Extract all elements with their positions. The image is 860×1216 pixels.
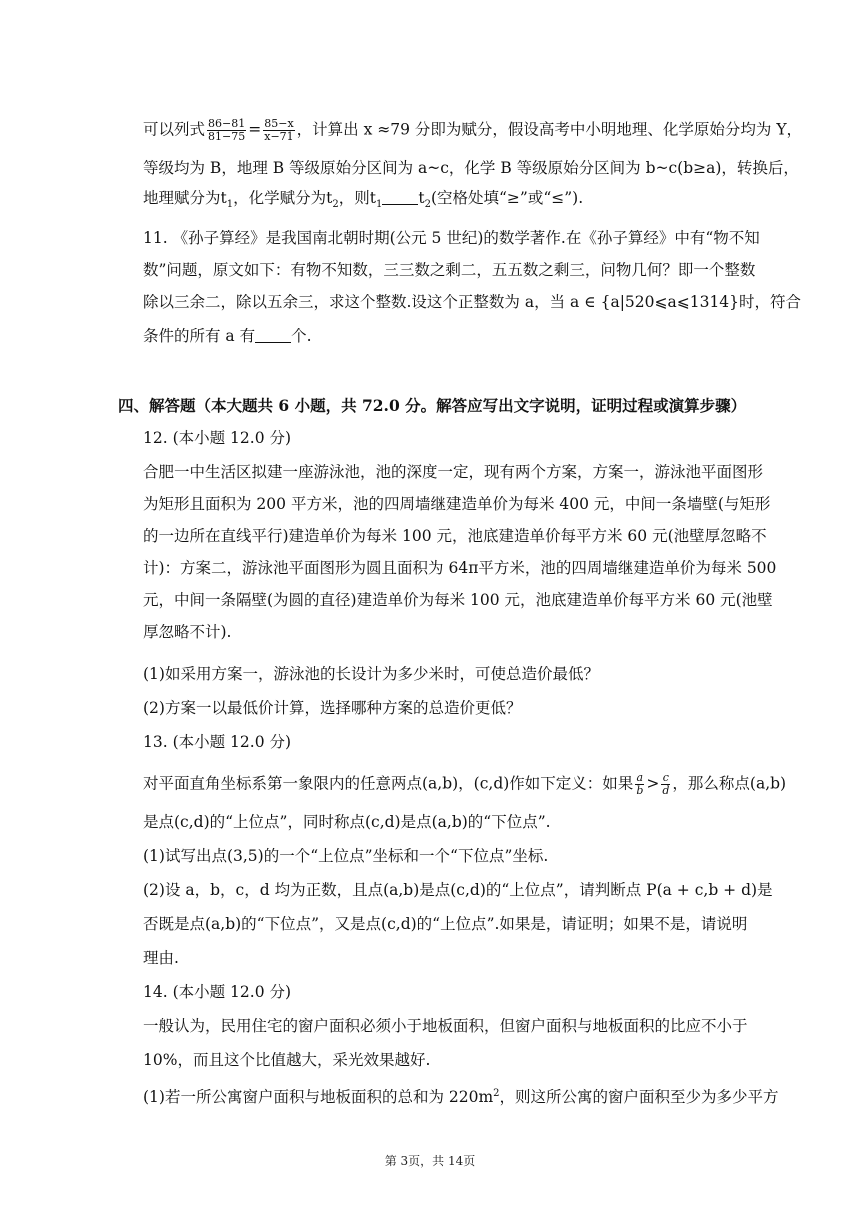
q13-part-1: (1)试写出点(3,5)的一个“上位点”坐标和一个“下位点”坐标.	[143, 847, 549, 865]
q13-part-2-line-2: 否既是点(a,b)的“下位点”，又是点(c,d)的“上位点”.如果是，请证明；如果不是，请说明	[143, 915, 748, 933]
answer-blank[interactable]	[255, 328, 291, 343]
subscript: 2	[424, 199, 431, 211]
q14-line-1: 一般认为，民用住宅的窗户面积必须小于地板面积，但窗户面积与地板面积的比应不小于	[143, 1017, 748, 1035]
fraction-numerator: a	[636, 771, 644, 784]
answer-blank[interactable]	[382, 190, 418, 205]
page-footer: 第 3页，共 14页	[384, 1154, 476, 1168]
fraction	[661, 772, 670, 797]
subscript: 2	[332, 199, 339, 211]
text: 地理赋分为t	[143, 189, 227, 207]
text: ，那么称点(a,b)	[672, 774, 787, 793]
q13-line-2: 是点(c,d)的“上位点”，同时称点(c,d)是点(a,b)的“下位点”.	[143, 813, 551, 831]
q12-line-5: 元，中间一条隔壁(为圆的直径)建造单价为每米 100 元，池底建造单价每平方米 60 元(池壁	[143, 591, 773, 609]
q12-line-3: 的一边所在直线平行)建造单价为每米 100 元，池底建造单价每平方米 60 元(池壁厚忽略不	[143, 527, 767, 545]
q12-part-2: (2)方案一以最低价计算，选择哪种方案的总造价更低？	[143, 699, 522, 717]
text: ，计算出 x ≈79 分即为赋分，假设高考中小明地理、化学原始分均为 Y，	[296, 120, 803, 139]
q13-part-2-line-1: (2)设 a，b，c，d 均为正数，且点(a,b)是点(c,d)的“上位点”，请判断点 P(a + c,b + d)是	[143, 881, 773, 899]
prev-problem-line-1	[143, 117, 803, 143]
q12-header: 12. (本小题 12.0 分)	[143, 429, 292, 447]
greater-than-sign: >	[646, 774, 660, 793]
text: ，则t	[338, 189, 376, 207]
fraction	[263, 118, 294, 143]
text: (1)若一所公寓窗户面积与地板面积的总和为 220m	[143, 1088, 494, 1107]
equals-sign: =	[248, 120, 262, 139]
q12-line-4: 计)：方案二，游泳池平面图形为圆且面积为 64π平方米，池的四周墙继建造单价为每米 500	[143, 559, 777, 577]
text: 可以列式	[143, 120, 206, 139]
text: 条件的所有 a 有	[143, 327, 256, 345]
fraction-denominator: d	[662, 784, 670, 797]
q11-line-2: 数”问题，原文如下：有物不知数，三三数之剩二，五五数之剩三，问物几何？即一个整数	[143, 261, 756, 279]
fraction-denominator: 81−75	[208, 130, 246, 143]
q14-part-1	[143, 1084, 779, 1107]
section-title: 四、解答题（本大题共 6 小题，共 72.0 分。解答应写出文字说明，证明过程或演算步骤）	[118, 396, 747, 415]
subscript: 1	[226, 199, 234, 211]
fraction-numerator: 86−81	[208, 117, 246, 130]
q13-header: 13. (本小题 12.0 分)	[143, 733, 292, 751]
fraction-numerator: c	[662, 771, 669, 784]
q12-line-1: 合肥一中生活区拟建一座游泳池，池的深度一定，现有两个方案，方案一，游泳池平面图形	[143, 463, 764, 481]
q12-line-6: 厚忽略不计).	[143, 623, 232, 641]
q11-line-1: 11. 《孙子算经》是我国南北朝时期(公元 5 世纪)的数学著作.在《孙子算经》中有“物不知	[143, 229, 760, 247]
prev-problem-line-3	[143, 188, 763, 215]
subscript: 1	[375, 199, 383, 211]
q12-line-2: 为矩形且面积为 200 平方米，池的四周墙继建造单价为每米 400 元，中间一条墙壁(与矩形	[143, 495, 771, 513]
text: 对平面直角坐标系第一象限内的任意两点(a,b)，(c,d)作如下定义：如果	[143, 774, 634, 793]
q12-part-1: (1)如采用方案一，游泳池的长设计为多少米时，可使总造价最低？	[143, 665, 599, 683]
q14-line-2: 10%，而且这个比值越大，采光效果越好.	[143, 1051, 431, 1069]
fraction	[207, 118, 246, 143]
q13-part-2-line-3: 理由.	[143, 949, 179, 967]
q14-header: 14. (本小题 12.0 分)	[143, 983, 292, 1001]
q11-line-4	[143, 326, 763, 346]
q11-line-3: 除以三余二，除以五余三，求这个整数.设这个正整数为 a，当 a ∈ {a|520⩽a⩽1314}时，符合	[143, 293, 802, 311]
text: ，则这所公寓的窗户面积至少为多少平方	[499, 1088, 779, 1107]
text: ，化学赋分为t	[233, 189, 333, 207]
prev-problem-line-2: 等级均为 B，地理 B 等级原始分区间为 a~c，化学 B 等级原始分区间为 b~c(b≥a)，转换后，	[143, 159, 799, 177]
q13-line-1	[143, 771, 787, 797]
superscript: 2	[493, 1088, 500, 1099]
fraction	[635, 772, 644, 797]
fraction-denominator: b	[636, 784, 644, 797]
fraction-numerator: 85−x	[264, 117, 294, 130]
text: 个.	[291, 327, 312, 345]
text: t	[418, 189, 425, 207]
fraction-denominator: x−71	[264, 130, 294, 143]
text: (空格处填“≥”或“≤”).	[430, 189, 584, 207]
